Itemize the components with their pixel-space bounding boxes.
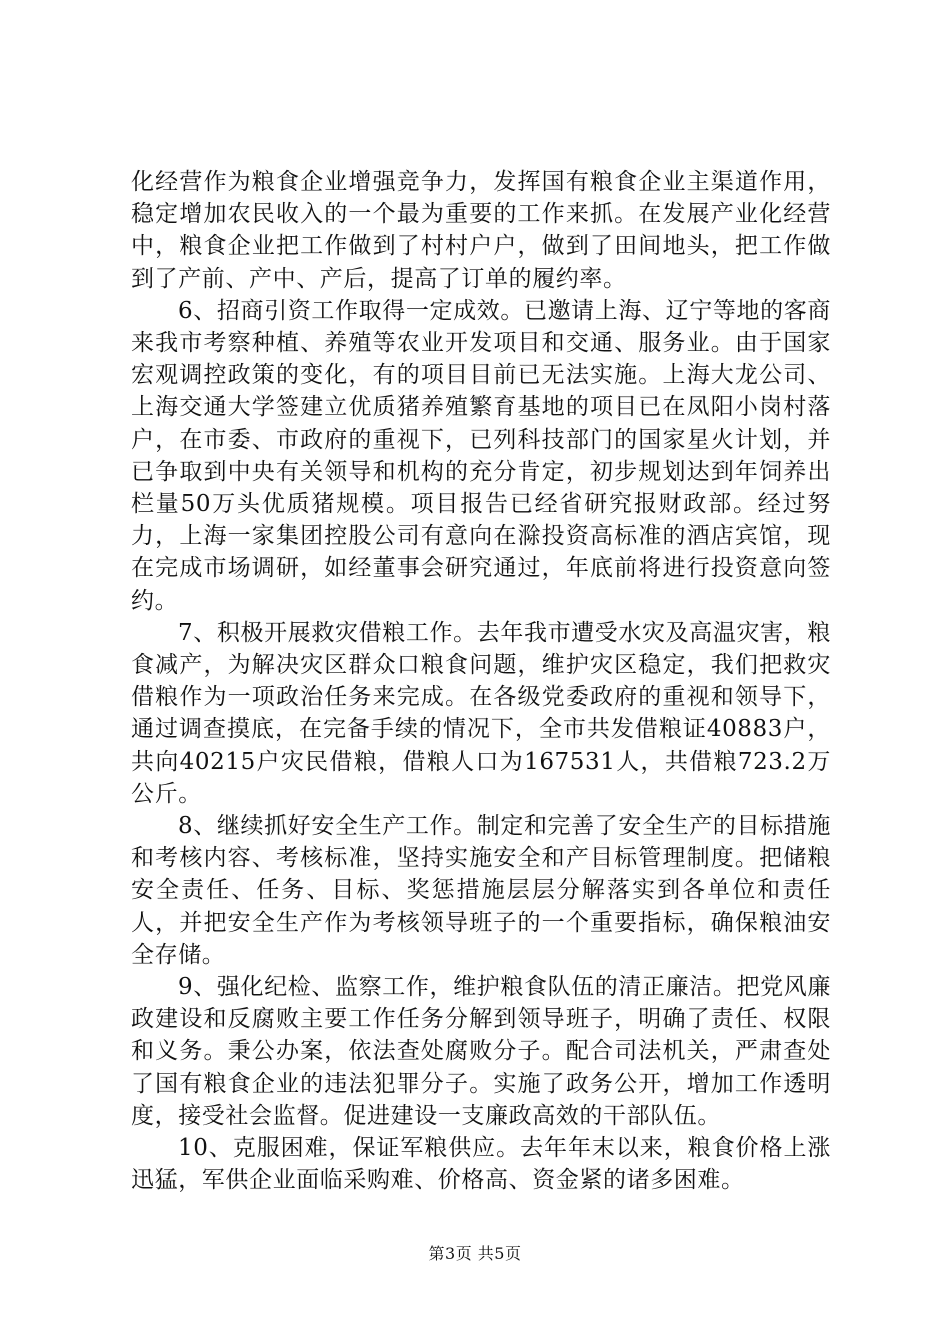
paragraph-item-6: 6、招商引资工作取得一定成效。已邀请上海、辽宁等地的客商来我市考察种植、养殖等农业开发项目和交通、服务业。由于国家宏观调控政策的变化，有的项目目前已无法实施。上海大龙公司、上海交通大学签建立优质猪养殖繁育基地的项目已在凤阳小岗村落户，在市委、市政府的重视下，已列科技部门的国家星火计划，并已争取到中央有关领导和机构的充分肯定，初步规划达到年饲养出栏量50万头优质猪规模。项目报告已经省研究报财政部。经过努力，上海一家集团控股公司有意向在滁投资高标准的酒店宾馆，现在完成市场调研，如经董事会研究通过，年底前将进行投资意向签约。	[131, 297, 831, 614]
paragraph-item-8: 8、继续抓好安全生产工作。制定和完善了安全生产的目标措施和考核内容、考核标准，坚持实施安全和产目标管理制度。把储粮安全责任、任务、目标、奖惩措施层层分解落实到各单位和责任人，并把安全生产作为考核领导班子的一个重要指标，确保粮油安全存储。	[131, 813, 831, 968]
paragraph-item-7: 7、积极开展救灾借粮工作。去年我市遭受水灾及高温灾害，粮食减产，为解决灾区群众口粮食问题，维护灾区稳定，我们把救灾借粮作为一项政治任务来完成。在各级党委政府的重视和领导下，通过调查摸底，在完备手续的情况下，全市共发借粮证40883户，共向40215户灾民借粮，借粮人口为167531人，共借粮723.2万公斤。	[131, 619, 831, 807]
document-body	[131, 166, 831, 1197]
paragraph-item-10: 10、克服困难，保证军粮供应。去年年末以来，粮食价格上涨迅猛，军供企业面临采购难、价格高、资金紧的诸多困难。	[131, 1135, 831, 1194]
paragraph-continuation: 化经营作为粮食企业增强竞争力，发挥国有粮食企业主渠道作用，稳定增加农民收入的一个最为重要的工作来抓。在发展产业化经营中，粮食企业把工作做到了村村户户，做到了田间地头，把工作做到了产前、产中、产后，提高了订单的履约率。	[131, 169, 831, 292]
page-footer: 第3页 共5页	[428, 1244, 522, 1263]
paragraph-item-9: 9、强化纪检、监察工作，维护粮食队伍的清正廉洁。把党风廉政建设和反腐败主要工作任务分解到领导班子，明确了责任、权限和义务。秉公办案，依法查处腐败分子。配合司法机关，严肃查处了国有粮食企业的违法犯罪分子。实施了政务公开，增加工作透明度，接受社会监督。促进建设一支廉政高效的干部队伍。	[131, 974, 831, 1129]
